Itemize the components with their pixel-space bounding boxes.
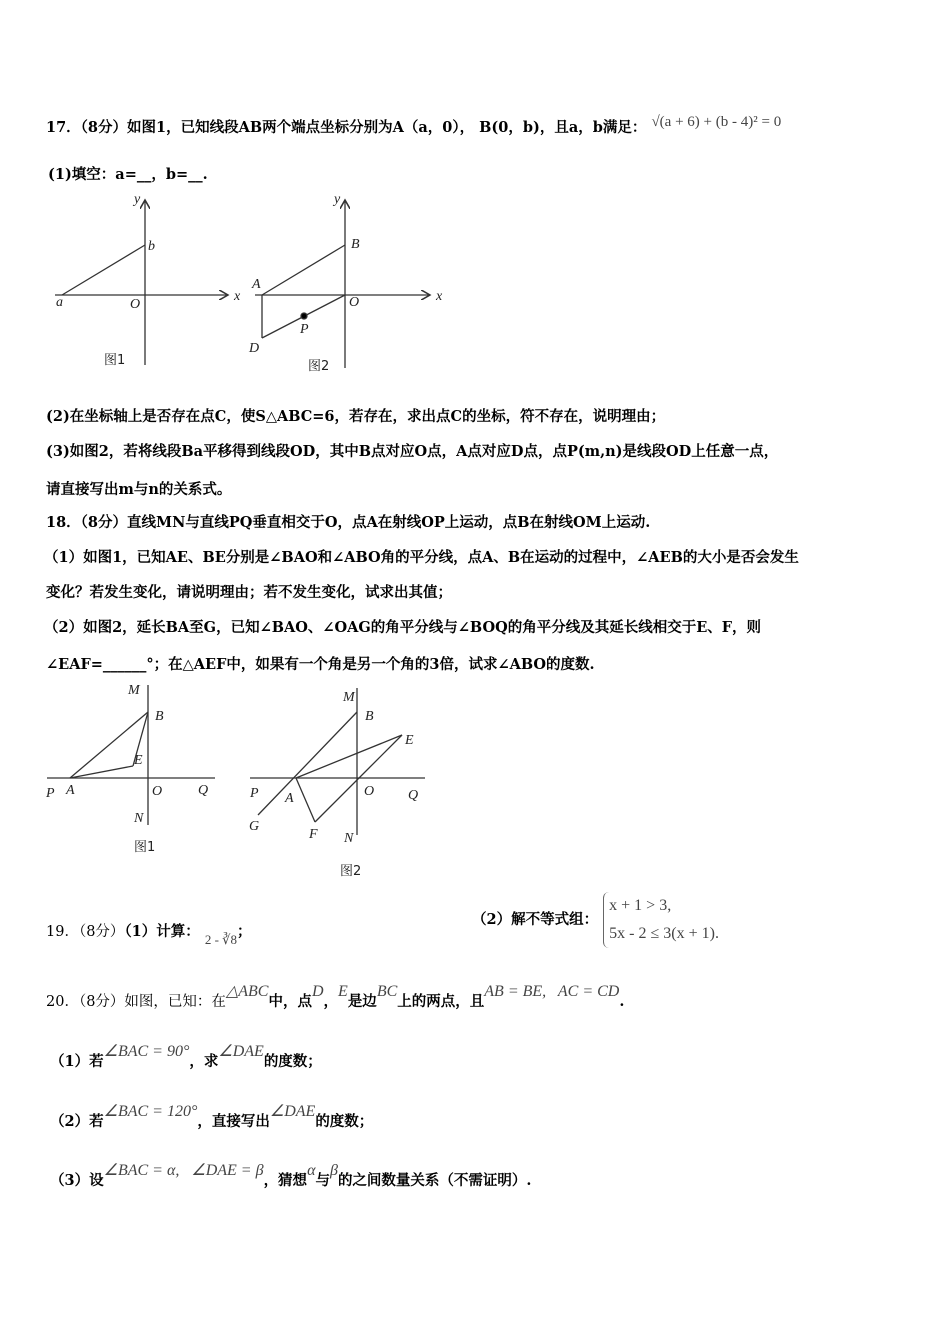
q17-part2: (2)在坐标轴上是否存在点C，使S△ABC=6，若存在，求出点C的坐标，符不存在，说明理由； [46, 408, 666, 425]
fig-caption: 图1 [104, 353, 126, 368]
label-b: b [148, 239, 155, 254]
fig-caption: 图2 [308, 359, 330, 374]
q18-part1-cont: 变化？若发生变化，请说明理由；若不发生变化，试求出其值； [46, 584, 452, 601]
m: ∠DAE [269, 1103, 316, 1120]
t: ，求 [189, 1053, 219, 1070]
label-O: O [364, 784, 375, 799]
label-Q: Q [198, 783, 209, 798]
t: 是边 [347, 993, 377, 1010]
t: 与 [315, 1172, 330, 1189]
label-M: M [128, 683, 140, 698]
label-M: M [343, 690, 355, 705]
label-y: y [134, 192, 141, 207]
t: （1）若 [50, 1053, 104, 1070]
q20-part2 [50, 1103, 374, 1131]
t: （3）设 [50, 1172, 104, 1189]
label-N: N [134, 811, 144, 826]
label-G: G [249, 819, 260, 834]
m: α [307, 1162, 316, 1179]
q17-part1: (1)填空：a=__，b=__. [48, 166, 208, 183]
q19-part1: （1）计算： [124, 923, 200, 940]
q17-formula: √(a + 6) + (b - 4)² = 0 [651, 114, 782, 130]
m: ∠BAC = α, ∠DAE = β [103, 1162, 264, 1179]
q19-part2-label: （2）解不等式组： [472, 911, 599, 928]
label-B: B [365, 709, 374, 724]
t: 的之间数量关系（不需证明）. [337, 1172, 532, 1189]
q19-semi: ； [236, 923, 252, 940]
t: ，直接写出 [197, 1113, 270, 1130]
m-BC: BC [376, 983, 398, 1000]
m-E: E [338, 983, 348, 1000]
q17-text: 17．（8分）如图1，已知线段AB两个端点坐标分别为A（a，0）， B(0，b)，且a，b满足： [46, 119, 647, 136]
t: 上的两点，且 [397, 993, 485, 1010]
label-A: A [285, 791, 294, 806]
label-P: P [250, 786, 259, 801]
m-D: D [311, 983, 324, 1000]
label-A: A [66, 783, 75, 798]
q17-figure-1 [55, 200, 228, 365]
label-E: E [405, 733, 414, 748]
q18-stem: 18．（8分）直线MN与直线PQ垂直相交于O，点A在射线OP上运动，点B在射线OM上运动. [46, 514, 651, 531]
label-N: N [344, 831, 354, 846]
m: ∠BAC = 120° [103, 1103, 198, 1120]
label-x: x [436, 289, 443, 304]
label-O: O [152, 784, 163, 799]
q18-part1: （1）如图1，已知AE、BE分别是∠BAO和∠ABO角的平分线，点A、B在运动的过程中，∠AEB的大小是否会发生 [44, 549, 799, 566]
q18-part2-cont: ∠EAF=______°；在△AEF中，如果有一个角是另一个角的3倍，试求∠ABO的度数. [46, 656, 595, 673]
q19 [46, 920, 252, 947]
t: ，猜想 [263, 1172, 308, 1189]
label-P: P [46, 786, 55, 801]
q18-figure-2 [250, 688, 425, 835]
label-a: a [56, 295, 63, 310]
label-E: E [134, 753, 143, 768]
q20-part3 [50, 1162, 532, 1190]
q18-part2: （2）如图2，延长BA至G，已知∠BAO、∠OAG的角平分线与∠BOQ的角平分线及其延长线相交于E、F，则 [44, 619, 762, 636]
label-P: P [300, 322, 309, 337]
q18-figure-1 [47, 685, 215, 825]
label-O: O [130, 297, 141, 312]
q17-part3-cont: 请直接写出m与n的关系式。 [46, 481, 232, 498]
q17-part3: (3)如图2，若将线段Ba平移得到线段OD，其中B点对应O点，A点对应D点，点P(m,n)是线段OD上任意一点， [46, 443, 779, 460]
label-F: F [309, 827, 318, 842]
ineq-2: 5x - 2 ≤ 3(x + 1). [609, 925, 719, 942]
t: （2）若 [50, 1113, 104, 1130]
q20-part1 [50, 1043, 322, 1071]
label-B: B [351, 237, 360, 252]
label-y: y [334, 192, 341, 207]
ineq-1: x + 1 > 3, [609, 897, 672, 914]
t: ， [323, 993, 339, 1010]
fig-caption: 图1 [134, 840, 156, 855]
label-A: A [252, 277, 261, 292]
label-B: B [155, 709, 164, 724]
m-cond: AB = BE, AC = CD [484, 983, 620, 1000]
q17-figure-2 [255, 200, 430, 368]
label-D: D [249, 341, 260, 356]
fig-caption: 图2 [340, 864, 362, 879]
inequality-system [603, 892, 719, 948]
t: 的度数； [263, 1053, 322, 1070]
label-x: x [234, 289, 241, 304]
q20-head: 20．（8分）如图，已知：在 [46, 994, 226, 1010]
q19-head: 19．（8分） [46, 924, 125, 940]
t: . [619, 993, 625, 1010]
label-Q: Q [408, 788, 419, 803]
m-tri: △ABC [225, 983, 269, 1000]
q19-expr: 2 - ∛8 [204, 932, 237, 947]
q20-stem [46, 983, 625, 1011]
t: 中，点 [268, 993, 312, 1010]
q19-part2 [472, 892, 719, 948]
label-O: O [349, 295, 360, 310]
t: 的度数； [315, 1113, 374, 1130]
m: ∠DAE [218, 1043, 264, 1060]
m: ∠BAC = 90° [103, 1043, 190, 1060]
m: β [329, 1162, 338, 1179]
